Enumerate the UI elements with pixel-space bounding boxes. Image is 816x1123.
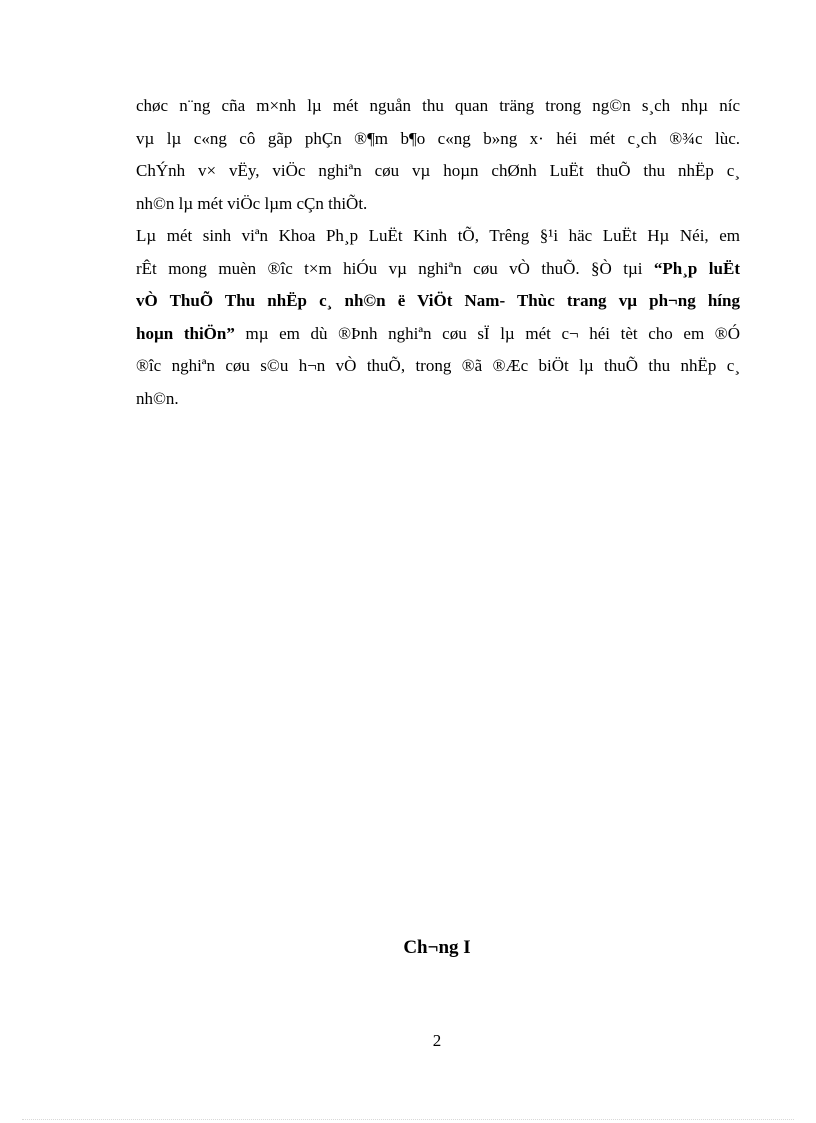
paragraph-2-line-1: Lµ mét sinh viªn Khoa Ph¸p LuËt Kinh tÕ, Trêng §¹i häc LuËt Hµ Néi, em xyxy=(136,226,740,245)
paragraph-2-line-4 xyxy=(136,318,740,351)
paragraph-2-line-6: nh©n. xyxy=(136,388,179,408)
paragraph-1-line-2: vµ lµ c«ng cô gãp phÇn ®¶m b¶o c«ng b»ng x· héi mét c¸ch ®¾c lùc. xyxy=(136,128,740,148)
thesis-title-start: “Ph¸p luËt xyxy=(653,258,740,278)
paragraph-1-line-1: chøc n¨ng cña m×nh lµ mét nguån thu quan träng trong ng©n s¸ch nhµ níc xyxy=(136,96,740,115)
paragraph-2-line-4-text: mµ em dù ®Þnh nghiªn cøu sÏ lµ mét c¬ héi tèt cho em ®Ó xyxy=(234,323,740,343)
thesis-title-middle: vÒ ThuÕ Thu nhËp c¸ nh©n ë ViÖt Nam- Thùc trang vµ ph¬ng híng xyxy=(136,291,740,311)
page-bottom-border xyxy=(22,1119,794,1120)
paragraph-2-line-2 xyxy=(136,253,740,286)
paragraph-2-line-2-text: rÊt mong muèn ®îc t×m hiÓu vµ nghiªn cøu vÒ thuÕ. §Ò tµi xyxy=(136,258,654,278)
paragraph-1-line-4: nh©n lµ mét viÖc lµm cÇn thiÕt. xyxy=(136,193,368,213)
page-number: 2 xyxy=(432,1031,442,1050)
paragraph-1 xyxy=(136,90,740,220)
chapter-heading: Ch¬ng I xyxy=(403,937,471,958)
paragraph-1-line-3: ChÝnh v× vËy, viÖc nghiªn cøu vµ hoµn chØnh LuËt thuÕ thu nhËp c¸ xyxy=(136,161,740,181)
thesis-title-end: hoµn thiÖn” xyxy=(136,323,235,343)
paragraph-2-line-5: ®îc nghiªn cøu s©u h¬n vÒ thuÕ, trong ®ã ®Æc biÖt lµ thuÕ thu nhËp c¸ xyxy=(136,356,740,376)
paragraph-2 xyxy=(136,220,740,416)
